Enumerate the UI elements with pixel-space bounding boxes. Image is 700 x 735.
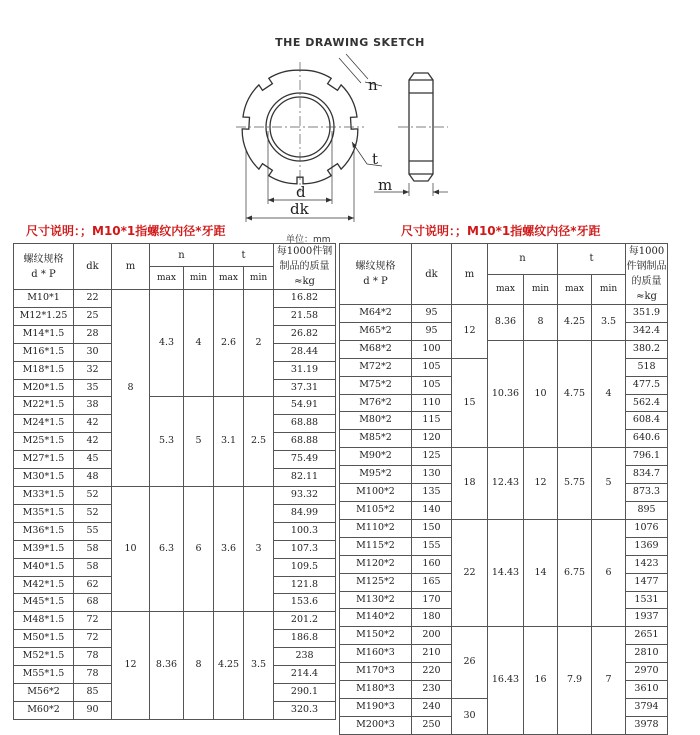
cell-weight: 2810 xyxy=(626,645,668,663)
cell-spec: M160*3 xyxy=(340,645,412,663)
cell-tmin: 6 xyxy=(592,519,626,626)
header-weight: 每1000件钢制品的质量 ≈kg xyxy=(274,244,336,290)
cell-dk: 52 xyxy=(74,486,112,504)
cell-spec: M45*1.5 xyxy=(14,594,74,612)
cell-nmin: 14 xyxy=(524,519,558,626)
cell-dk: 120 xyxy=(412,430,452,448)
cell-weight: 640.6 xyxy=(626,430,668,448)
spec-table-right xyxy=(339,243,668,735)
header-n: n xyxy=(488,244,558,275)
cell-dk: 30 xyxy=(74,343,112,361)
cell-weight: 201.2 xyxy=(274,612,336,630)
cell-nmin: 12 xyxy=(524,448,558,520)
cell-m: 10 xyxy=(112,486,150,611)
header-spec-sub: d * P xyxy=(31,268,56,280)
cell-tmax: 4.25 xyxy=(558,305,592,341)
cell-tmax: 3.1 xyxy=(214,397,244,487)
cell-dk: 90 xyxy=(74,701,112,719)
cell-spec: M85*2 xyxy=(340,430,412,448)
cell-dk: 42 xyxy=(74,433,112,451)
header-m: m xyxy=(112,244,150,290)
label-n: n xyxy=(368,76,378,94)
cell-tmin: 3.5 xyxy=(592,305,626,341)
table-row xyxy=(14,290,336,308)
cell-dk: 240 xyxy=(412,698,452,716)
cell-nmax: 8.36 xyxy=(488,305,524,341)
cell-dk: 105 xyxy=(412,376,452,394)
header-dk: dk xyxy=(412,244,452,305)
cell-dk: 165 xyxy=(412,573,452,591)
cell-spec: M65*2 xyxy=(340,322,412,340)
header-m: m xyxy=(452,244,488,305)
cell-dk: 220 xyxy=(412,663,452,681)
cell-spec: M125*2 xyxy=(340,573,412,591)
cell-weight: 1937 xyxy=(626,609,668,627)
cell-spec: M25*1.5 xyxy=(14,433,74,451)
cell-m: 22 xyxy=(452,519,488,626)
cell-spec: M180*3 xyxy=(340,681,412,699)
cell-weight: 895 xyxy=(626,501,668,519)
cell-nmin: 4 xyxy=(184,290,214,397)
cell-dk: 35 xyxy=(74,379,112,397)
cell-tmin: 5 xyxy=(592,448,626,520)
label-dk: dk xyxy=(290,200,309,218)
cell-tmax: 7.9 xyxy=(558,627,592,734)
cell-nmax: 10.36 xyxy=(488,340,524,447)
cell-weight: 26.82 xyxy=(274,325,336,343)
page-title: THE DRAWING SKETCH xyxy=(275,36,425,49)
cell-dk: 110 xyxy=(412,394,452,412)
cell-dk: 95 xyxy=(412,322,452,340)
unit-label: 单位：mm xyxy=(286,235,331,245)
table-row xyxy=(340,340,668,358)
cell-tmax: 6.75 xyxy=(558,519,592,626)
cell-m: 12 xyxy=(452,305,488,359)
cell-m: 8 xyxy=(112,290,150,487)
cell-dk: 160 xyxy=(412,555,452,573)
header-spec xyxy=(340,244,412,305)
cell-dk: 22 xyxy=(74,290,112,308)
cell-dk: 125 xyxy=(412,448,452,466)
cell-spec: M64*2 xyxy=(340,305,412,323)
cell-spec: M39*1.5 xyxy=(14,540,74,558)
cell-tmax: 5.75 xyxy=(558,448,592,520)
header-row xyxy=(14,244,336,267)
cell-spec: M140*2 xyxy=(340,609,412,627)
cell-dk: 105 xyxy=(412,358,452,376)
cell-nmax: 8.36 xyxy=(150,612,184,719)
cell-weight: 608.4 xyxy=(626,412,668,430)
cell-weight: 2651 xyxy=(626,627,668,645)
cell-tmax: 4.25 xyxy=(214,612,244,719)
cell-weight: 68.88 xyxy=(274,433,336,451)
header-spec xyxy=(14,244,74,290)
cell-spec: M50*1.5 xyxy=(14,630,74,648)
cell-tmin: 3.5 xyxy=(244,612,274,719)
cell-weight: 796.1 xyxy=(626,448,668,466)
header-n: n xyxy=(150,244,214,267)
cell-weight: 1369 xyxy=(626,537,668,555)
cell-dk: 115 xyxy=(412,412,452,430)
cell-spec: M16*1.5 xyxy=(14,343,74,361)
cell-tmin: 2.5 xyxy=(244,397,274,487)
header-t-max: max xyxy=(558,274,592,305)
header-t-min: min xyxy=(592,274,626,305)
cell-weight: 320.3 xyxy=(274,701,336,719)
technical-drawing xyxy=(0,0,700,240)
cell-weight: 380.2 xyxy=(626,340,668,358)
label-t: t xyxy=(372,150,379,168)
cell-m: 18 xyxy=(452,448,488,520)
cell-weight: 834.7 xyxy=(626,466,668,484)
label-m: m xyxy=(378,176,393,194)
spec-table-left xyxy=(13,243,336,720)
cell-nmin: 6 xyxy=(184,486,214,611)
cell-nmax: 16.43 xyxy=(488,627,524,734)
cell-weight: 1076 xyxy=(626,519,668,537)
cell-spec: M90*2 xyxy=(340,448,412,466)
cell-tmax: 3.6 xyxy=(214,486,244,611)
cell-nmin: 8 xyxy=(184,612,214,719)
cell-spec: M33*1.5 xyxy=(14,486,74,504)
cell-spec: M52*1.5 xyxy=(14,648,74,666)
cell-spec: M20*1.5 xyxy=(14,379,74,397)
cell-spec: M24*1.5 xyxy=(14,415,74,433)
cell-weight: 153.6 xyxy=(274,594,336,612)
table-row xyxy=(340,519,668,537)
header-n-min: min xyxy=(524,274,558,305)
cell-spec: M60*2 xyxy=(14,701,74,719)
cell-weight: 562.4 xyxy=(626,394,668,412)
cell-dk: 78 xyxy=(74,648,112,666)
cell-spec: M35*1.5 xyxy=(14,504,74,522)
cell-weight: 37.31 xyxy=(274,379,336,397)
cell-spec: M200*3 xyxy=(340,716,412,734)
cell-dk: 155 xyxy=(412,537,452,555)
header-t: t xyxy=(214,244,274,267)
cell-weight: 1423 xyxy=(626,555,668,573)
cell-dk: 135 xyxy=(412,484,452,502)
cell-dk: 230 xyxy=(412,681,452,699)
cell-nmin: 16 xyxy=(524,627,558,734)
cell-spec: M130*2 xyxy=(340,591,412,609)
cell-weight: 238 xyxy=(274,648,336,666)
header-n-max: max xyxy=(150,267,184,290)
cell-weight: 2970 xyxy=(626,663,668,681)
size-note-left: 尺寸说明：；M10*1指螺纹内径*牙距 xyxy=(26,224,226,238)
header-n-max: max xyxy=(488,274,524,305)
cell-dk: 42 xyxy=(74,415,112,433)
header-weight: 每1000件钢制品的质量 ≈kg xyxy=(626,244,668,305)
cell-dk: 28 xyxy=(74,325,112,343)
cell-spec: M48*1.5 xyxy=(14,612,74,630)
cell-weight: 477.5 xyxy=(626,376,668,394)
cell-weight: 351.9 xyxy=(626,305,668,323)
cell-spec: M42*1.5 xyxy=(14,576,74,594)
header-t: t xyxy=(558,244,626,275)
cell-weight: 54.91 xyxy=(274,397,336,415)
cell-dk: 38 xyxy=(74,397,112,415)
cell-spec: M40*1.5 xyxy=(14,558,74,576)
cell-dk: 250 xyxy=(412,716,452,734)
cell-tmin: 7 xyxy=(592,627,626,734)
cell-dk: 78 xyxy=(74,666,112,684)
cell-dk: 140 xyxy=(412,501,452,519)
cell-nmax: 4.3 xyxy=(150,290,184,397)
cell-spec: M170*3 xyxy=(340,663,412,681)
header-dk: dk xyxy=(74,244,112,290)
cell-spec: M27*1.5 xyxy=(14,451,74,469)
cell-weight: 342.4 xyxy=(626,322,668,340)
cell-nmax: 5.3 xyxy=(150,397,184,487)
header-spec-label: 螺纹规格 xyxy=(355,261,396,272)
cell-dk: 48 xyxy=(74,469,112,487)
cell-spec: M115*2 xyxy=(340,537,412,555)
cell-dk: 52 xyxy=(74,504,112,522)
cell-spec: M190*3 xyxy=(340,698,412,716)
cell-dk: 130 xyxy=(412,466,452,484)
cell-weight: 186.8 xyxy=(274,630,336,648)
table-row xyxy=(14,486,336,504)
cell-weight: 75.49 xyxy=(274,451,336,469)
cell-spec: M22*1.5 xyxy=(14,397,74,415)
cell-nmin: 8 xyxy=(524,305,558,341)
cell-dk: 55 xyxy=(74,522,112,540)
cell-spec: M10*1 xyxy=(14,290,74,308)
cell-weight: 518 xyxy=(626,358,668,376)
header-t-max: max xyxy=(214,267,244,290)
cell-dk: 95 xyxy=(412,305,452,323)
cell-dk: 25 xyxy=(74,307,112,325)
header-spec-sub: d * P xyxy=(363,276,388,287)
cell-dk: 180 xyxy=(412,609,452,627)
cell-weight: 121.8 xyxy=(274,576,336,594)
cell-dk: 58 xyxy=(74,540,112,558)
cell-tmin: 4 xyxy=(592,340,626,447)
cell-dk: 32 xyxy=(74,361,112,379)
cell-spec: M100*2 xyxy=(340,484,412,502)
cell-nmin: 10 xyxy=(524,340,558,447)
cell-dk: 58 xyxy=(74,558,112,576)
cell-spec: M55*1.5 xyxy=(14,666,74,684)
cell-spec: M30*1.5 xyxy=(14,469,74,487)
cell-m: 30 xyxy=(452,698,488,734)
cell-nmin: 5 xyxy=(184,397,214,487)
cell-weight: 31.19 xyxy=(274,361,336,379)
cell-weight: 290.1 xyxy=(274,683,336,701)
cell-weight: 84.99 xyxy=(274,504,336,522)
cell-spec: M76*2 xyxy=(340,394,412,412)
cell-weight: 3794 xyxy=(626,698,668,716)
cell-nmax: 14.43 xyxy=(488,519,524,626)
cell-spec: M75*2 xyxy=(340,376,412,394)
header-t-min: min xyxy=(244,267,274,290)
cell-m: 12 xyxy=(112,612,150,719)
cell-weight: 109.5 xyxy=(274,558,336,576)
size-note-right: 尺寸说明：；M10*1指螺纹内径*牙距 xyxy=(401,224,601,238)
header-n-min: min xyxy=(184,267,214,290)
cell-dk: 62 xyxy=(74,576,112,594)
cell-weight: 28.44 xyxy=(274,343,336,361)
cell-nmax: 12.43 xyxy=(488,448,524,520)
table-row xyxy=(340,305,668,323)
cell-dk: 72 xyxy=(74,630,112,648)
cell-weight: 82.11 xyxy=(274,469,336,487)
cell-weight: 100.3 xyxy=(274,522,336,540)
cell-dk: 45 xyxy=(74,451,112,469)
cell-weight: 3610 xyxy=(626,681,668,699)
cell-dk: 170 xyxy=(412,591,452,609)
cell-spec: M72*2 xyxy=(340,358,412,376)
cell-dk: 68 xyxy=(74,594,112,612)
cell-weight: 1531 xyxy=(626,591,668,609)
cell-tmax: 4.75 xyxy=(558,340,592,447)
cell-spec: M80*2 xyxy=(340,412,412,430)
table-row xyxy=(14,612,336,630)
cell-weight: 107.3 xyxy=(274,540,336,558)
cell-dk: 210 xyxy=(412,645,452,663)
cell-weight: 214.4 xyxy=(274,666,336,684)
cell-dk: 85 xyxy=(74,683,112,701)
cell-spec: M68*2 xyxy=(340,340,412,358)
cell-spec: M14*1.5 xyxy=(14,325,74,343)
cell-dk: 72 xyxy=(74,612,112,630)
cell-spec: M95*2 xyxy=(340,466,412,484)
cell-m: 15 xyxy=(452,358,488,448)
cell-weight: 21.58 xyxy=(274,307,336,325)
cell-tmax: 2.6 xyxy=(214,290,244,397)
cell-spec: M110*2 xyxy=(340,519,412,537)
cell-dk: 100 xyxy=(412,340,452,358)
header-spec-label: 螺纹规格 xyxy=(23,253,64,265)
cell-nmax: 6.3 xyxy=(150,486,184,611)
table-row xyxy=(340,627,668,645)
header-row xyxy=(340,244,668,275)
cell-weight: 3978 xyxy=(626,716,668,734)
cell-spec: M150*2 xyxy=(340,627,412,645)
cell-weight: 873.3 xyxy=(626,484,668,502)
cell-tmin: 3 xyxy=(244,486,274,611)
table-row xyxy=(14,397,336,415)
cell-spec: M120*2 xyxy=(340,555,412,573)
cell-spec: M18*1.5 xyxy=(14,361,74,379)
cell-weight: 93.32 xyxy=(274,486,336,504)
cell-dk: 150 xyxy=(412,519,452,537)
cell-spec: M12*1.25 xyxy=(14,307,74,325)
cell-spec: M56*2 xyxy=(14,683,74,701)
cell-tmin: 2 xyxy=(244,290,274,397)
cell-weight: 1477 xyxy=(626,573,668,591)
cell-m: 26 xyxy=(452,627,488,699)
cell-dk: 200 xyxy=(412,627,452,645)
cell-weight: 16.82 xyxy=(274,290,336,308)
cell-spec: M105*2 xyxy=(340,501,412,519)
table-row xyxy=(340,448,668,466)
cell-spec: M36*1.5 xyxy=(14,522,74,540)
label-d: d xyxy=(296,183,306,201)
cell-weight: 68.88 xyxy=(274,415,336,433)
